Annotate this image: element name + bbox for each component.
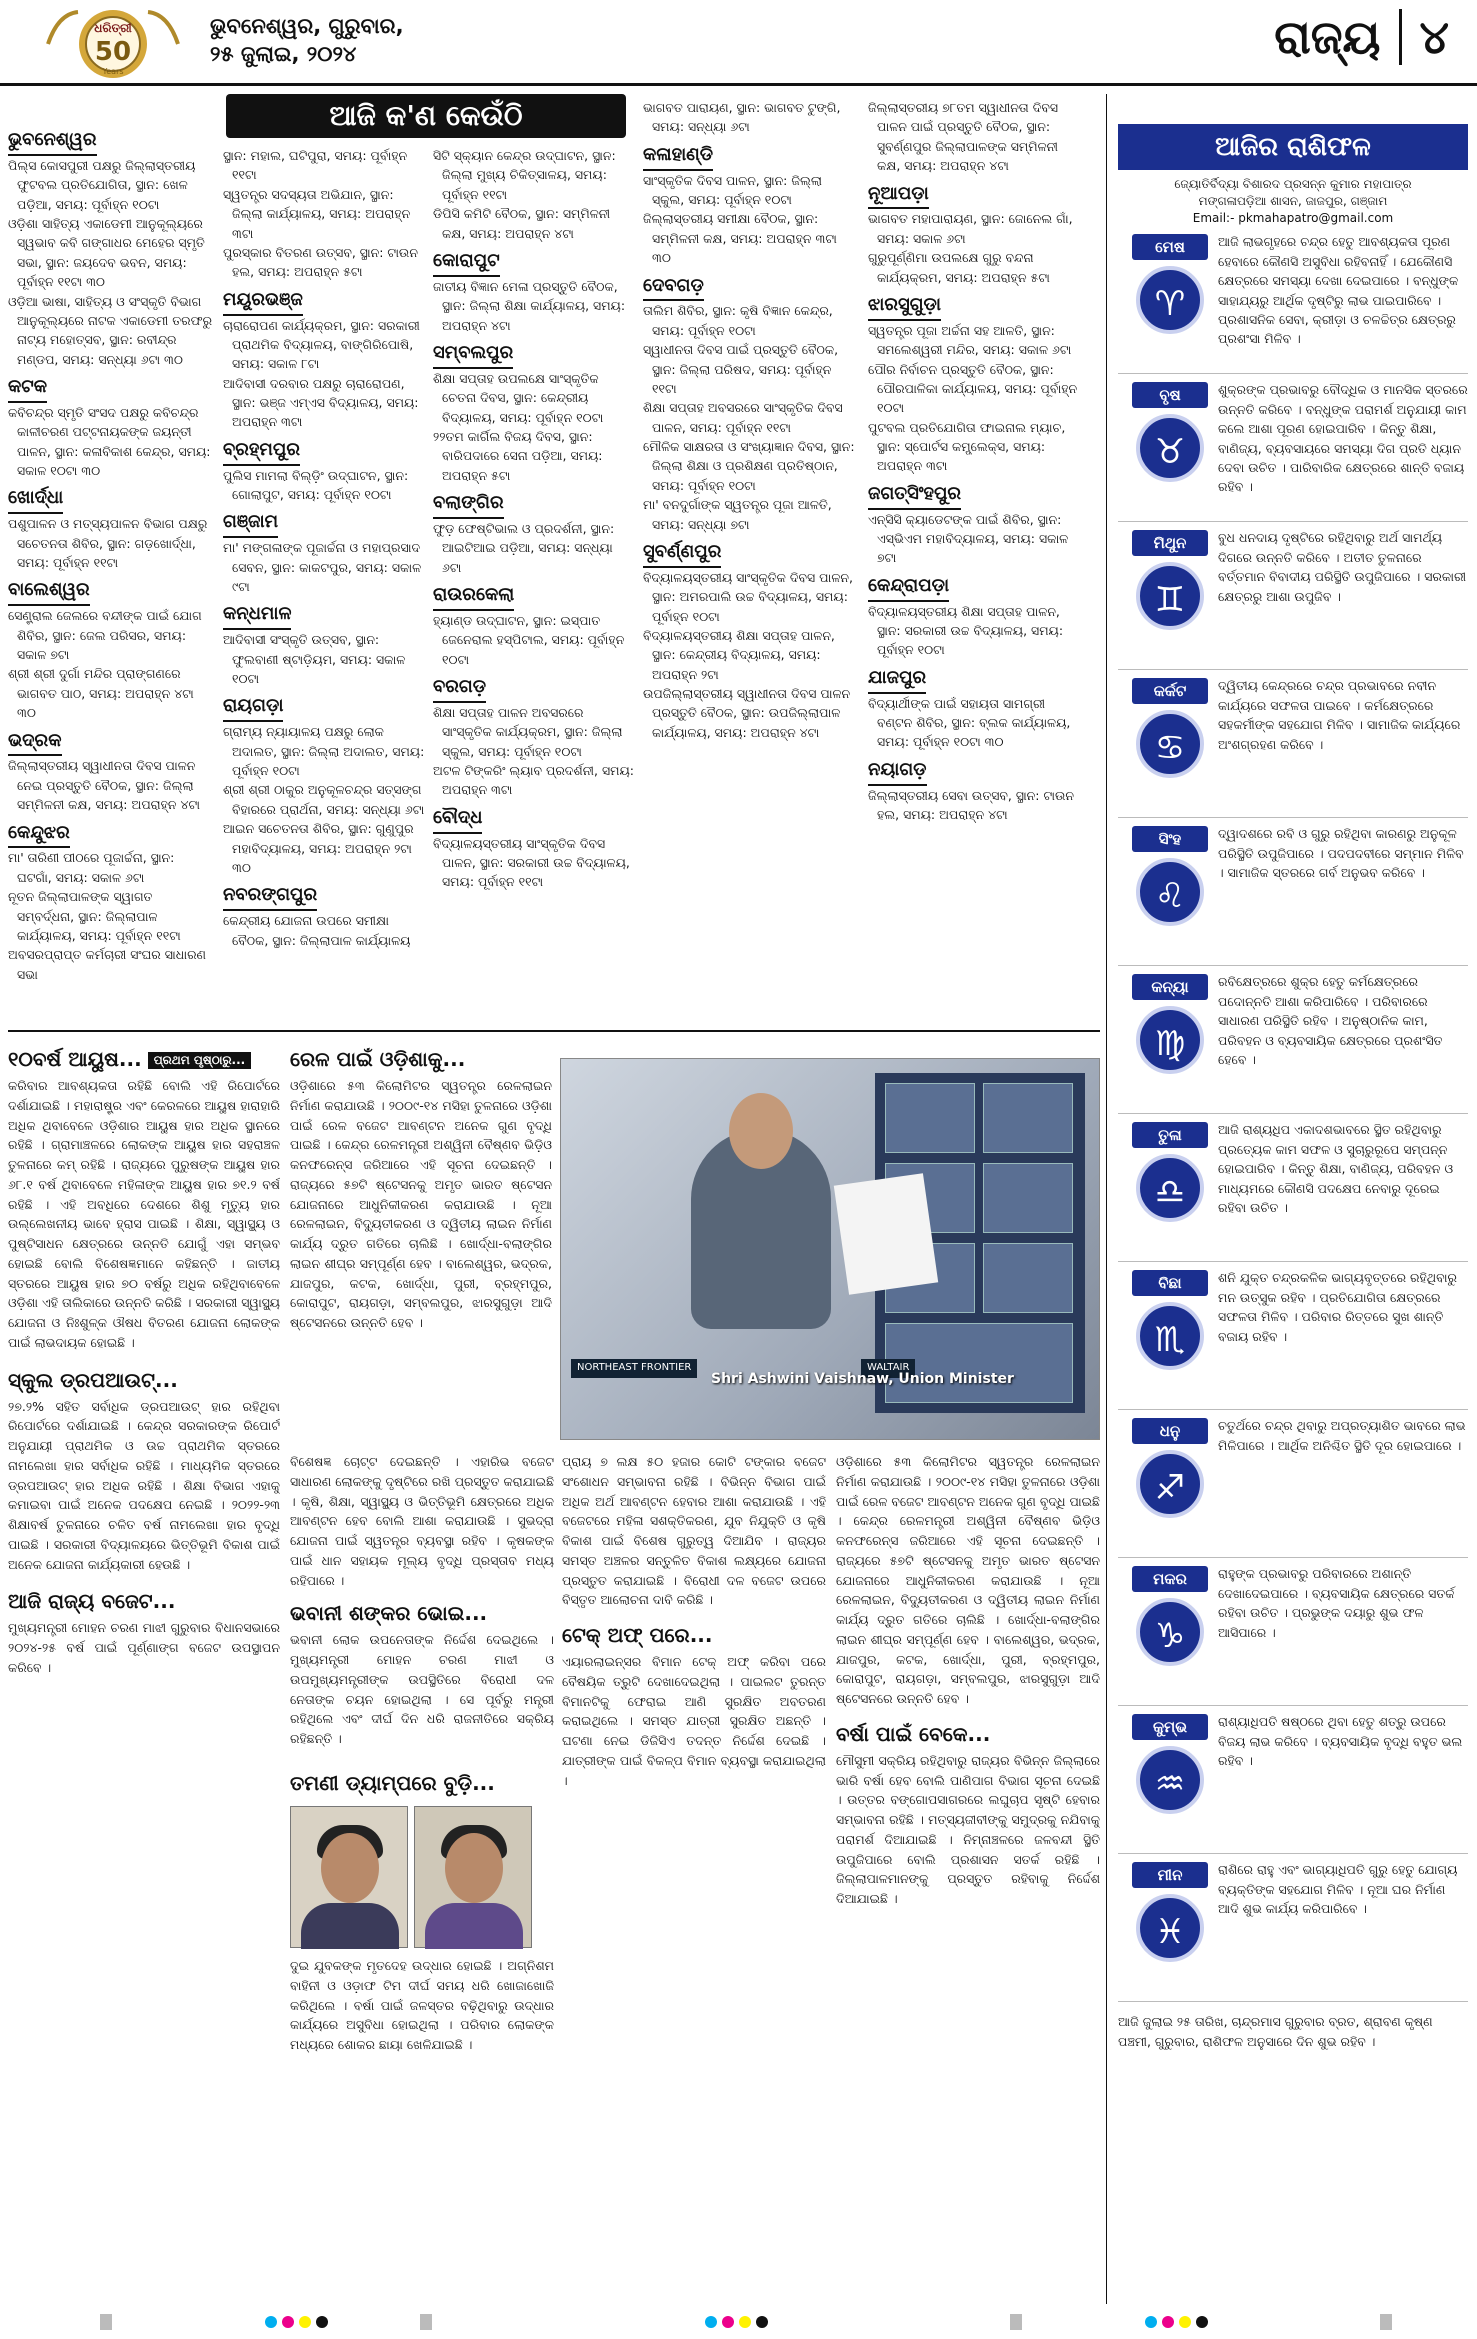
rashifal-section	[1118, 124, 1468, 2164]
dancers-headline: ତମଣୀ ଡ୍ୟାମ୍ପରେ ବୁଡ଼ି...	[290, 1771, 495, 1795]
section-header	[1274, 4, 1449, 71]
event-item: ସେଣ୍ଟ୍ରାଲ ଜେଲରେ ବନ୍ଦୀଙ୍କ ପାଇଁ ଯୋଗ ଶିବିର, ସ୍ଥାନ: ଜେଲ ପରିସର, ସମୟ: ସକାଳ ୭ଟା	[8, 608, 202, 663]
zodiac-prediction: ଦ୍ୱିତୀୟ କେନ୍ଦ୍ରରେ ଚନ୍ଦ୍ର ପ୍ରଭାବରେ ନବୀନ କାର୍ଯ୍ୟରେ ସଫଳତା ପାଇବେ । କର୍ମକ୍ଷେତ୍ରରେ ସହକର୍ମୀଙ୍କ ସହଯୋଗ ମିଳିବ । ସାମାଜିକ କାର୍ଯ୍ୟରେ ଅଂଶଗ୍ରହଣ କରିବେ ।	[1218, 678, 1461, 752]
zodiac-entry	[1118, 226, 1468, 374]
event-city-heading: ବରଗଡ଼	[433, 673, 486, 703]
event-city-heading: କନ୍ଧମାଳ	[223, 600, 291, 630]
takeoff-headline: ଟେକ୍ ଅଫ୍ ପରେ...	[562, 1623, 713, 1647]
event-city-heading: ମୟୂରଭଞ୍ଜ	[223, 286, 303, 316]
photo-caption: Shri Ashwini Vaishnaw, Union Minister	[711, 1370, 1014, 1387]
zodiac-name: ସିଂହ	[1132, 826, 1208, 852]
registration-bar	[1010, 2314, 1022, 2330]
zodiac-entry	[1118, 1410, 1468, 1558]
event-city-heading: ନବରଙ୍ଗପୁର	[223, 881, 317, 911]
zodiac-prediction: ଦ୍ୱାଦଶରେ ରବି ଓ ଗୁରୁ ରହିଥିବା କାରଣରୁ ଅନୁକୂଳ ପରିସ୍ଥିତି ଉପୁଜିପାରେ । ପଦପଦବୀରେ ସମ୍ମାନ ମିଳିବ । ସାମାଜିକ ସ୍ତରରେ ଗର୍ବ ଅନୁଭବ କରିବେ ।	[1218, 826, 1464, 881]
event-item: ବିଦ୍ୟାଳୟସ୍ତରୀୟ ସାଂସ୍କୃତିକ ଦିବସ ପାଳନ, ସ୍ଥାନ: ଅମରପାଲି ଉଚ୍ଚ ବିଦ୍ୟାଳୟ, ସମୟ: ପୂର୍ବାହ୍ନ ୧୦ଟା	[643, 569, 853, 624]
zodiac-name: କୁମ୍ଭ	[1132, 1714, 1208, 1740]
events-column	[433, 94, 635, 1024]
zodiac-prediction: ବୁଧ ଧନଦାୟ ଦୃଷ୍ଟିରେ ରହିଥିବାରୁ ଅର୍ଥ ସାମର୍ଥ୍ୟ ଦିଗରେ ଉନ୍ନତି କରିବେ । ଅତୀତ ତୁଳନାରେ ବର୍ତ୍ତମାନ ବିବାଦୀୟ ପରିସ୍ଥିତି ଉପୁଜିପାରେ । ସରକାରୀ କ୍ଷେତ୍ରରୁ ଆଶା ଉପୁଜିବ ।	[1218, 530, 1467, 604]
zodiac-entry	[1118, 818, 1468, 966]
event-item: ଗୁରୁପୂର୍ଣ୍ଣିମା ଉପଲକ୍ଷେ ଗୁରୁ ବନ୍ଦନା କାର୍ଯ୍ୟକ୍ରମ, ସମୟ: ଅପରାହ୍ନ ୫ଟା	[868, 250, 1050, 285]
minister-head	[729, 1093, 793, 1169]
zodiac-name: ବିଛା	[1132, 1270, 1208, 1296]
school-body: ୨୭.୨% ସହିତ ସର୍ବାଧିକ ଡ୍ରପଆଉଟ୍ ହାର ରହିଥିବା ରିପୋର୍ଟରେ ଦର୍ଶାଯାଇଛି । କେନ୍ଦ୍ର ସରକାରଙ୍କ ରିପୋର୍ଟ ଅନୁଯାୟୀ ପ୍ରାଥମିକ ଓ ଉଚ୍ଚ ପ୍ରାଥମିକ ସ୍ତରରେ ନାମଲେଖା ହାର ସର୍ବାଧିକ ରହିଛି । ମାଧ୍ୟମିକ ସ୍ତରରେ ଡ୍ରପଆଉଟ୍ ହାର ଅଧିକ ରହିଛି । ଶିକ୍ଷା ବିଭାଗ ଏହାକୁ କମାଇବା ପାଇଁ ଅନେକ ପଦକ୍ଷେପ ନେଇଛି । ୨୦୨୨-୨୩ ଶିକ୍ଷାବର୍ଷ ତୁଳନାରେ ଚଳିତ ବର୍ଷ ନାମଲେଖା ହାର ବୃଦ୍ଧି ପାଇଛି । ସରକାରୀ ବିଦ୍ୟାଳୟରେ ଭିତ୍ତିଭୂମି ବିକାଶ ପାଇଁ ଅନେକ ଯୋଜନା କାର୍ଯ୍ୟକାରୀ ହେଉଛି ।	[8, 1398, 280, 1572]
zodiac-name: ମେଷ	[1132, 234, 1208, 260]
zodiac-symbol-icon: ♍	[1136, 1006, 1204, 1074]
magenta-dot	[1162, 2316, 1174, 2328]
event-city-heading: କଳାହାଣ୍ଡି	[643, 141, 713, 171]
event-item: ଏନ୍‌ସିସି କ୍ୟାଡେଟଙ୍କ ପାଇଁ ଶିବିର, ସ୍ଥାନ: ଏସ୍‌ଭିଏମ ମହାବିଦ୍ୟାଳୟ, ସମୟ: ସକାଳ ୭ଟା	[868, 511, 1069, 566]
section-name: ରାଜ୍ୟ	[1274, 10, 1381, 64]
event-item: ମା' ବନଦୁର୍ଗାଙ୍କ ସ୍ୱତନ୍ତ୍ର ପୂଜା ଆଳତି, ସମୟ: ସନ୍ଧ୍ୟା ୭ଟା	[643, 497, 832, 532]
event-item: ମୌଳିକ ସାକ୍ଷରତା ଓ ସଂଖ୍ୟାଜ୍ଞାନ ଦିବସ, ସ୍ଥାନ: ଜିଲ୍ଲା ଶିକ୍ଷା ଓ ପ୍ରଶିକ୍ଷଣ ପ୍ରତିଷ୍ଠାନ, ସମୟ: ପୂର୍ବାହ୍ନ ୧୦ଟା	[643, 439, 855, 493]
event-item: ୨୨ତମ କାର୍ଗିଲ ବିଜୟ ଦିବସ, ସ୍ଥାନ: ବାରିପଦାରେ ସେନା ପଡ଼ିଆ, ସମୟ: ଅପରାହ୍ନ ୫ଟା	[433, 428, 603, 483]
astrologer-credit	[1118, 176, 1468, 226]
zodiac-symbol-icon: ♌	[1136, 858, 1204, 926]
event-item: ଅଟଳ ଟିଙ୍କରିଂ ଲ୍ୟାବ ପ୍ରଦର୍ଶନୀ, ସମୟ: ଅପରାହ୍ନ ୩ଟା	[433, 763, 635, 798]
story-rail	[290, 1046, 552, 1446]
cyan-dot	[1145, 2316, 1157, 2328]
event-item: ଭାଗବତ ପାରାୟଣ, ସ୍ଥାନ: ଭାଗବତ ଟୁଙ୍ଗି, ସମୟ: ସନ୍ଧ୍ୟା ୬ଟା	[643, 100, 841, 135]
zodiac-prediction: ଶନି ଯୁକ୍ତ ଚନ୍ଦ୍ରକଳିକ ଭାଗ୍ୟବୃତ୍ତରେ ରହିଥିବାରୁ ମନ ଉତ୍ସୁକ ରହିବ । ପ୍ରତିଯୋଗିତା କ୍ଷେତ୍ରରେ ସଫଳତା ମିଳିବ । ପରିବାର ରିତ୍ତରେ ସୁଖ ଶାନ୍ତି ବଜାୟ ରହିବ ।	[1218, 1270, 1457, 1344]
event-city-heading: ଗଞ୍ଜାମ	[223, 508, 278, 538]
rain-body: ମୌସୁମୀ ସକ୍ରିୟ ରହିଥିବାରୁ ରାଜ୍ୟର ବିଭିନ୍ନ ଜିଲ୍ଲାରେ ଭାରି ବର୍ଷା ହେବ ବୋଲି ପାଣିପାଗ ବିଭାଗ ସୂଚନା ଦେଇଛି । ଉତ୍ତର ବଙ୍ଗୋପସାଗରରେ ଲଘୁଚାପ ସୃଷ୍ଟି ହେବାର ସମ୍ଭାବନା ରହିଛି । ମତ୍ସ୍ୟଜୀବୀଙ୍କୁ ସମୁଦ୍ରକୁ ନଯିବାକୁ ପରାମର୍ଶ ଦିଆଯାଇଛି । ନିମ୍ନାଞ୍ଚଳରେ ଜଳବନ୍ଦୀ ସ୍ଥିତି ଉପୁଜିପାରେ ବୋଲି ପ୍ରଶାସନ ସତର୍କ ରହିଛି । ଜିଲ୍ଲାପାଳମାନଙ୍କୁ ପ୍ରସ୍ତୁତ ରହିବାକୁ ନିର୍ଦ୍ଦେଶ ଦିଆଯାଇଛି ।	[836, 1752, 1100, 1906]
story-rain	[836, 1452, 1100, 2302]
astrologer-address: ମଙ୍ଗଳାପଡ଼ିଆ ଶାସନ, ଜାଜପୁର, ଗଞ୍ଜାମ	[1198, 193, 1388, 208]
rashifal-banner: ଆଜିର ରାଶିଫଳ	[1118, 124, 1468, 170]
zodiac-prediction: ରବିକ୍ଷେତ୍ରରେ ଶୁକ୍ର ହେତୁ କର୍ମକ୍ଷେତ୍ରରେ ପଦୋନ୍ନତି ଆଶା କରିପାରିବେ । ପରିବାରରେ ସାଧାରଣ ପରିସ୍ଥିତି ରହିବ । ଅନୁଷ୍ଠାନିକ କାମ, ପରିବହନ ଓ ବ୍ୟବସାୟିକ କ୍ଷେତ୍ରରେ ପ୍ରଶଂସିତ ହେବେ ।	[1218, 974, 1443, 1067]
rain-intro: ଓଡ଼ିଶାରେ ୫୩ କିଲୋମିଟର ସ୍ୱତନ୍ତ୍ର ରେଳଲାଇନ ନିର୍ମାଣ କରାଯାଉଛି । ୨୦୦୯-୧୪ ମସିହା ତୁଳନାରେ ଓଡ଼ିଶା ପାଇଁ ରେଳ ବଜେଟ ଆବଣ୍ଟନ ଅନେକ ଗୁଣ ବୃଦ୍ଧି ପାଇଛି । କେନ୍ଦ୍ର ରେଳମନ୍ତ୍ରୀ ଅଶ୍ୱିନୀ ବୈଷ୍ଣବ ଭିଡ଼ିଓ କନଫରେନ୍ସ ଜରିଆରେ ଏହି ସୂଚନା ଦେଇଛନ୍ତି । ରାଜ୍ୟରେ ୫୭ଟି ଷ୍ଟେସନକୁ ଅମୃତ ଭାରତ ଷ୍ଟେସନ ଯୋଜନାରେ ଆଧୁନିକୀକରଣ କରାଯାଉଛି । ନୂଆ ରେଳଲାଇନ, ବିଦ୍ୟୁତୀକରଣ ଓ ଦ୍ୱିତୀୟ ଲାଇନ ନିର୍ମାଣ କାର୍ଯ୍ୟ ଦ୍ରୁତ ଗତିରେ ଚାଲିଛି । ଖୋର୍ଦ୍ଧା-ବଲାଙ୍ଗିର ଲାଇନ ଶୀଘ୍ର ସମ୍ପୂର୍ଣ୍ଣ ହେବ । ବାଲେଶ୍ୱର, ଭଦ୍ରକ, ଯାଜପୁର, କଟକ, ଖୋର୍ଦ୍ଧା, ପୁରୀ, ବ୍ରହ୍ମପୁର, କୋରାପୁଟ, ରାୟଗଡ଼ା, ସମ୍ବଲପୁର, ଝାରସୁଗୁଡ଼ା ଆଦି ଷ୍ଟେସନରେ ଉନ୍ନତି ହେବ ।	[836, 1454, 1100, 1706]
event-city-heading: ଝାରସୁଗୁଡ଼ା	[868, 291, 941, 321]
dancers-body: ଦୁଇ ଯୁବକଙ୍କ ମୃତଦେହ ଉଦ୍ଧାର ହୋଇଛି । ଅଗ୍ନିଶମ ବାହିନୀ ଓ ଓଡ଼ାଫ ଟିମ ଦୀର୍ଘ ସମୟ ଧରି ଖୋଜାଖୋଜି କରିଥିଲେ । ବର୍ଷା ପାଇଁ ଜଳସ୍ତର ବଢ଼ିଥିବାରୁ ଉଦ୍ଧାର କାର୍ଯ୍ୟରେ ଅସୁବିଧା ହୋଇଥିଲା । ପରିବାର ଲୋକଙ୍କ ମଧ୍ୟରେ ଶୋକର ଛାୟା ଖେଳିଯାଇଛି ।	[290, 1958, 554, 2052]
event-city-heading: ନୟାଗଡ଼	[868, 756, 927, 786]
event-item: ଆଇନ ସଚେତନତା ଶିବିର, ସ୍ଥାନ: ଗୁଣୁପୁର ମହାବିଦ୍ୟାଳୟ, ସମୟ: ଅପରାହ୍ନ ୨ଟା ୩୦	[223, 821, 414, 875]
zodiac-name: ମିଥୁନ	[1132, 530, 1208, 556]
zodiac-prediction: ଶୁକ୍ରଙ୍କ ପ୍ରଭାବରୁ ବୌଦ୍ଧିକ ଓ ମାନସିକ ସ୍ତରରେ ଉନ୍ନତି କରିବେ । ବନ୍ଧୁଙ୍କ ପରାମର୍ଶ ଅନୁଯାୟୀ କାମ କଲେ ଆଶା ପୂରଣ ହୋଇପାରିବ । କିନ୍ତୁ ଶିକ୍ଷା, ବାଣିଜ୍ୟ, ବ୍ୟବସାୟରେ ସମସ୍ୟା ଦିଗ ପ୍ରତି ଧ୍ୟାନ ଦେବା ଉଚିତ । ପାରିବାରିକ କ୍ଷେତ୍ରରେ ଶାନ୍ତି ବଜାୟ ରହିବ ।	[1218, 382, 1468, 495]
rain-headline: ବର୍ଷା ପାଇଁ ବେକେ...	[836, 1721, 991, 1746]
event-item: ଶିକ୍ଷା ସପ୍ତାହ ଅବସରରେ ସାଂସ୍କୃତିକ ଦିବସ ପାଳନ, ସମୟ: ପୂର୍ବାହ୍ନ ୧୧ଟା	[643, 400, 843, 435]
event-city-heading: କୋରାପୁଟ	[433, 247, 500, 277]
event-item: ବିଦ୍ୟାଳୟସ୍ତରୀୟ ସାଂସ୍କୃତିକ ଦିବସ ପାଳନ, ସ୍ଥାନ: ସରକାରୀ ଉଚ୍ଚ ବିଦ୍ୟାଳୟ, ସମୟ: ପୂର୍ବାହ୍ନ ୧୧ଟା	[433, 835, 630, 890]
story-body: କରିବାର ଆବଶ୍ୟକତା ରହିଛି ବୋଲି ଏହି ରିପୋର୍ଟରେ ଦର୍ଶାଯାଇଛି । ମହାରାଷ୍ଟ୍ର ଏବଂ କେରଳରେ ଆୟୁଷ ହାରାହାରି ଅଧିକ ଥିବାବେଳେ ଓଡ଼ିଶାର ଆୟୁଷ ହାର ଅଧିକ ସ୍ଥାନରେ ରହିଛି । ଗ୍ରାମାଞ୍ଚଳରେ ଲୋକଙ୍କ ଆୟୁଷ ହାର ସହରାଞ୍ଚଳ ତୁଳନାରେ କମ୍ ରହିଛି । ରାଜ୍ୟରେ ପୁରୁଷଙ୍କ ଆୟୁଷ ହାର ୬୮.୧ ବର୍ଷ ଥିବାବେଳେ ମହିଳାଙ୍କ ଆୟୁଷ ହାର ୭୧.୨ ବର୍ଷ ରହିଛି । ଏହି ଅବଧିରେ ଦେଶରେ ଶିଶୁ ମୃତ୍ୟୁ ହାର ଉଲ୍ଲେଖନୀୟ ଭାବେ ହ୍ରାସ ପାଇଛି । ଶିକ୍ଷା, ସ୍ୱାସ୍ଥ୍ୟ ଓ ପୁଷ୍ଟିସାଧନ କ୍ଷେତ୍ରରେ ଉନ୍ନତି ଯୋଗୁଁ ଏହା ସମ୍ଭବ ହୋଇଛି ବୋଲି ବିଶେଷଜ୍ଞମାନେ କହିଛନ୍ତି । ଜାତୀୟ ସ୍ତରରେ ଆୟୁଷ ହାର ୭୦ ବର୍ଷରୁ ଅଧିକ ରହିଥିବାବେଳେ ଓଡ଼ିଶା ଏହି ତାଲିକାରେ ଉନ୍ନତି କରିଛି । ସରକାରୀ ସ୍ୱାସ୍ଥ୍ୟ ଯୋଜନା ଓ ନିଃଶୁଳ୍କ ଔଷଧ ବିତରଣ ଯୋଜନା ଲୋକଙ୍କ ପାଇଁ ଲାଭଦାୟକ ହୋଇଛି ।	[8, 1078, 280, 1350]
zodiac-name: ଧନୁ	[1132, 1418, 1208, 1444]
zodiac-name: କନ୍ୟା	[1132, 974, 1208, 1000]
event-item: ଶିକ୍ଷା ସପ୍ତାହ ପାଳନ ଅବସରରେ ସାଂସ୍କୃତିକ କାର୍ଯ୍ୟକ୍ରମ, ସ୍ଥାନ: ଜିଲ୍ଲା ସ୍କୁଲ, ସମୟ: ପୂର୍ବାହ୍ନ ୧୦ଟା	[433, 704, 623, 759]
continued-tag: ପ୍ରଥମ ପୃଷ୍ଠାରୁ...	[148, 1052, 252, 1070]
event-item: ଜିଲ୍ଲାସ୍ତରୀୟ ସମୀକ୍ଷା ବୈଠକ, ସ୍ଥାନ: ସମ୍ମିଳନୀ କକ୍ଷ, ସମୟ: ଅପରାହ୍ନ ୩ଟା ୩୦	[643, 211, 837, 266]
zodiac-entry	[1118, 670, 1468, 818]
event-item: ଡିପିସି କମିଟି ବୈଠକ, ସ୍ଥାନ: ସମ୍ମିଳନୀ କକ୍ଷ, ସମୟ: ଅପରାହ୍ନ ୪ଟା	[433, 206, 611, 241]
logo-years: Years	[102, 67, 124, 76]
story-life-expectancy	[8, 1046, 280, 2306]
event-city-heading: ଭଦ୍ରକ	[8, 727, 62, 757]
budget-headline: ଆଜି ରାଜ୍ୟ ବଜେଟ...	[8, 1589, 176, 1614]
event-item: କବିଚନ୍ଦ୍ର ସ୍ମୃତି ସଂସଦ ପକ୍ଷରୁ କବିଚନ୍ଦ୍ର କାଳୀଚରଣ ପଟ୍ଟନାୟକଙ୍କ ଜୟନ୍ତୀ ପାଳନ, ସ୍ଥାନ: କଳାବିକାଶ କେନ୍ଦ୍ର, ସମୟ: ସକାଳ ୧୦ଟା ୩୦	[8, 404, 211, 479]
zodiac-prediction: ରାଶିରେ ରାହୁ ଏବଂ ଭାଗ୍ୟାଧିପତି ଗୁରୁ ହେତୁ ଯୋଗ୍ୟ ବ୍ୟକ୍ତିଙ୍କ ସହଯୋଗ ମିଳିବ । ନୂଆ ଘର ନିର୍ମାଣ ଆଦି ଶୁଭ କାର୍ଯ୍ୟ କରିପାରିବେ ।	[1218, 1862, 1458, 1917]
event-item: ମା' ତାରିଣୀ ପୀଠରେ ପୂଜାର୍ଚ୍ଚନା, ସ୍ଥାନ: ଘଟଗାଁ, ସମୟ: ସକାଳ ୬ଟା	[8, 850, 175, 885]
zodiac-symbol-icon: ♑	[1136, 1598, 1204, 1666]
events-column	[223, 94, 425, 1024]
event-item: ତାଲିମ ଶିବିର, ସ୍ଥାନ: କୃଷି ବିଜ୍ଞାନ କେନ୍ଦ୍ର, ସମୟ: ପୂର୍ବାହ୍ନ ୧୦ଟା	[643, 303, 833, 338]
zodiac-prediction: ଆଜି ରାଶ୍ୟଧିପ ଏକାଦଶଭାବରେ ସ୍ଥିତ ରହିଥିବାରୁ ପ୍ରତ୍ୟେକ କାମ ସଫଳ ଓ ସୁଚାରୁରୂପେ ସମ୍ପନ୍ନ ହୋଇପାରିବ । କିନ୍ତୁ ଶିକ୍ଷା, ବାଣିଜ୍ୟ, ପରିବହନ ଓ ମାଧ୍ୟମରେ କୌଣସି ପଦକ୍ଷେପ ନେବାରୁ ଦୂରେଇ ରହିବା ଉଚିତ ।	[1218, 1122, 1454, 1215]
event-city-heading: ବୌଦ୍ଧ	[433, 804, 482, 834]
zodiac-entry	[1118, 966, 1468, 1114]
right-body: ପ୍ରାୟ ୭ ଲକ୍ଷ ୫୦ ହଜାର କୋଟି ଟଙ୍କାର ବଜେଟ ସଂଶୋଧନ ସମ୍ଭାବନା ରହିଛି । ବିଭିନ୍ନ ବିଭାଗ ପାଇଁ ଅଧିକ ଅର୍ଥ ଆବଣ୍ଟନ ହେବାର ଆଶା କରାଯାଉଛି । ଏହି ବଜେଟରେ ମହିଳା ସଶକ୍ତିକରଣ, ଯୁବ ନିଯୁକ୍ତି ଓ କୃଷି ବିକାଶ ପାଇଁ ବିଶେଷ ଗୁରୁତ୍ୱ ଦିଆଯିବ । ରାଜ୍ୟର ସମସ୍ତ ଅଞ୍ଚଳର ସନ୍ତୁଳିତ ବିକାଶ ଲକ୍ଷ୍ୟରେ ଯୋଜନା ପ୍ରସ୍ତୁତ କରାଯାଇଛି । ବିରୋଧୀ ଦଳ ବଜେଟ ଉପରେ ବିସ୍ତୃତ ଆଲୋଚନା ଦାବି କରିଛି ।	[562, 1454, 826, 1608]
event-city-heading: ରାୟଗଡ଼ା	[223, 692, 283, 722]
event-item: ଗ୍ରାମ୍ୟ ନ୍ୟାୟାଳୟ ପକ୍ଷରୁ ଲୋକ ଅଦାଲତ, ସ୍ଥାନ: ଜିଲ୍ଲା ଅଦାଲତ, ସମୟ: ପୂର୍ବାହ୍ନ ୧୦ଟା	[223, 724, 425, 779]
event-item: ସ୍ୱତନ୍ତ୍ର ସଦସ୍ୟତା ଅଭିଯାନ, ସ୍ଥାନ: ଜିଲ୍ଲା କାର୍ଯ୍ୟାଳୟ, ସମୟ: ଅପରାହ୍ନ ୩ଟା	[223, 186, 411, 241]
zodiac-prediction: ଚତୁର୍ଥରେ ଚନ୍ଦ୍ର ଥିବାରୁ ଅପ୍ରତ୍ୟାଶିତ ଭାବରେ ଲାଭ ମିଳିପାରେ । ଆର୍ଥିକ ଅନିଶ୍ଚିତ ସ୍ଥିତି ଦୂର ହୋଇପାରେ ।	[1218, 1418, 1466, 1453]
event-item: ଜିଲ୍ଲାସ୍ତରୀୟ ସେବା ଉତ୍ସବ, ସ୍ଥାନ: ଟାଉନ ହଲ, ସମୟ: ଅପରାହ୍ନ ୪ଟା	[868, 787, 1075, 823]
event-item: ଅବସରପ୍ରାପ୍ତ କର୍ମଚାରୀ ସଂଘର ସାଧାରଣ ସଭା	[8, 947, 206, 982]
takeoff-body: ଏୟାରଲାଇନ୍ସର ବିମାନ ଟେକ୍ ଅଫ୍ କରିବା ପରେ ବୈଷୟିକ ତ୍ରୁଟି ଦେଖାଦେଇଥିଲା । ପାଇଲଟ ତୁରନ୍ତ ବିମାନଟିକୁ ଫେରାଇ ଆଣି ସୁରକ୍ଷିତ ଅବତରଣ କରାଇଥିଲେ । ସମସ୍ତ ଯାତ୍ରୀ ସୁରକ୍ଷିତ ଅଛନ୍ତି । ଘଟଣା ନେଇ ଡିଜିସିଏ ତଦନ୍ତ ନିର୍ଦ୍ଦେଶ ଦେଇଛି । ଯାତ୍ରୀଙ୍କ ପାଇଁ ବିକଳ୍ପ ବିମାନ ବ୍ୟବସ୍ଥା କରାଯାଇଥିଲା ।	[562, 1654, 826, 1788]
magenta-dot	[722, 2316, 734, 2328]
zodiac-symbol-icon: ♊	[1136, 562, 1204, 630]
registration-bar	[420, 2314, 432, 2330]
zodiac-entry	[1118, 522, 1468, 670]
event-item: ଓଡ଼ିଆ ଭାଷା, ସାହିତ୍ୟ ଓ ସଂସ୍କୃତି ବିଭାଗ ଆନୁକୂଲ୍ୟରେ ନାଟକ ଏକାଡେମୀ ତରଫରୁ ନାଟ୍ୟ ମହୋତ୍ସବ, ସ୍ଥାନ: ରବୀନ୍ଦ୍ର ମଣ୍ଡପ, ସମୟ: ସନ୍ଧ୍ୟା ୬ଟା ୩୦	[8, 293, 213, 367]
page-number: ୪	[1419, 10, 1449, 64]
column-rule-right	[1106, 94, 1107, 2304]
zodiac-list	[1118, 226, 1468, 2002]
registration-bar	[1380, 2314, 1392, 2330]
black-dot	[316, 2316, 328, 2328]
cyan-dot	[265, 2316, 277, 2328]
zodiac-entry	[1118, 1262, 1468, 1410]
school-headline: ସ୍କୁଲ ଡ୍ରପଆଉଟ୍...	[8, 1367, 178, 1392]
event-city-heading: କେନ୍ଦ୍ରାପଡ଼ା	[868, 572, 949, 602]
event-city-heading: ବାଲେଶ୍ୱର	[8, 576, 90, 606]
screen-label-waltair: WALTAIR	[861, 1359, 915, 1378]
astrologer-email: Email:- pkmahapatro@gmail.com	[1192, 210, 1394, 225]
cabinet-body: ବିଶେଷଜ୍ଞ ଚୋଟ୍ଟ ଦେଇଛନ୍ତି । ଏହାରିଭ ବଜେଟ ସାଧାରଣ ଲୋକଙ୍କୁ ଦୃଷ୍ଟିରେ ରଖି ପ୍ରସ୍ତୁତ କରାଯାଇଛି । କୃଷି, ଶିକ୍ଷା, ସ୍ୱାସ୍ଥ୍ୟ ଓ ଭିତ୍ତିଭୂମି କ୍ଷେତ୍ରରେ ଅଧିକ ଆବଣ୍ଟନ ହେବ ବୋଲି ଆଶା କରାଯାଉଛି । ସୁଭଦ୍ରା ଯୋଜନା ପାଇଁ ସ୍ୱତନ୍ତ୍ର ବ୍ୟବସ୍ଥା ରହିବ । କୃଷକଙ୍କ ପାଇଁ ଧାନ ସହାୟକ ମୂଲ୍ୟ ବୃଦ୍ଧି ପ୍ରସ୍ତାବ ମଧ୍ୟ ରହିପାରେ ।	[290, 1454, 554, 1588]
event-item: ପୁଟବଲ ପ୍ରତିଯୋଗିତା ଫାଇନାଲ ମ୍ୟାଚ, ସ୍ଥାନ: ସ୍ପୋର୍ଟସ କମ୍ପ୍ଲେକ୍ସ, ସମୟ: ଅପରାହ୍ନ ୩ଟା	[868, 419, 1066, 474]
event-item: ପୁରସ୍କାର ବିତରଣ ଉତ୍ସବ, ସ୍ଥାନ: ଟାଉନ ହଲ, ସମୟ: ଅପରାହ୍ନ ୫ଟା	[223, 244, 418, 280]
story-drowning-body	[290, 1956, 554, 2306]
black-dot	[1196, 2316, 1208, 2328]
zodiac-name: ତୁଳା	[1132, 1122, 1208, 1148]
dateline	[210, 12, 404, 69]
yellow-dot	[739, 2316, 751, 2328]
event-city-heading: ସୁବର୍ଣ୍ଣପୁର	[643, 538, 721, 568]
event-city-heading: ଖୋର୍ଦ୍ଧା	[8, 484, 63, 514]
event-item: ବିଦ୍ୟାଳୟସ୍ତରୀୟ ଶିକ୍ଷା ସପ୍ତାହ ପାଳନ, ସ୍ଥାନ: କେନ୍ଦ୍ରୀୟ ବିଦ୍ୟାଳୟ, ସମୟ: ଅପରାହ୍ନ ୨ଟା	[643, 627, 835, 682]
zodiac-name: ବୃଷ	[1132, 382, 1208, 408]
events-column	[868, 94, 1083, 1024]
event-city-heading: ଯାଜପୁର	[868, 664, 926, 694]
event-city-heading: କଟକ	[8, 373, 47, 403]
events-banner: ଆଜି କ'ଣ କେଉଁଠି	[226, 94, 626, 138]
event-item: ପିଲ୍ସ କୋସପୁରୀ ପକ୍ଷରୁ ଜିଲ୍ଲାସ୍ତରୀୟ ଫୁଟବଲ ପ୍ରତିଯୋଗିତା, ସ୍ଥାନ: ଖେଳ ପଡ଼ିଆ, ସମୟ: ପୂର୍ବାହ୍ନ ୧୦ଟା	[8, 157, 196, 212]
event-city-heading: ଭୁବନେଶ୍ୱର	[8, 126, 97, 156]
section-divider	[1399, 9, 1402, 65]
event-item: ନୂତନ ଜିଲ୍ଲାପାଳଙ୍କ ସ୍ୱାଗତ ସମ୍ବର୍ଦ୍ଧନା, ସ୍ଥାନ: ଜିଲ୍ଲାପାଳ କାର୍ଯ୍ୟାଳୟ, ସମୟ: ପୂର୍ବାହ୍ନ ୧୧ଟା	[8, 889, 181, 943]
logo-fifty: 50	[94, 37, 132, 67]
event-city-heading: ରାଉରକେଲା	[433, 581, 514, 611]
bhoi-headline: ଭବାନୀ ଶଙ୍କର ଭୋଇ...	[290, 1601, 488, 1626]
zodiac-symbol-icon: ♋	[1136, 710, 1204, 778]
event-item: ଓଡ଼ିଶା ସାହିତ୍ୟ ଏକାଡେମୀ ଆନୁକୂଲ୍ୟରେ ସ୍ୱଭାବ କବି ଗଙ୍ଗାଧର ମେହେର ସ୍ମୃତି ସଭା, ସ୍ଥାନ: ଜୟଦେବ ଭବନ, ସମୟ: ପୂର୍ବାହ୍ନ ୧୧ଟା ୩୦	[8, 216, 205, 290]
story-takeoff	[562, 1452, 826, 2302]
zodiac-entry	[1118, 1706, 1468, 1854]
cyan-dot	[705, 2316, 717, 2328]
rail-body: ଓଡ଼ିଶାରେ ୫୩ କିଲୋମିଟର ସ୍ୱତନ୍ତ୍ର ରେଳଲାଇନ ନିର୍ମାଣ କରାଯାଉଛି । ୨୦୦୯-୧୪ ମସିହା ତୁଳନାରେ ଓଡ଼ିଶା ପାଇଁ ରେଳ ବଜେଟ ଆବଣ୍ଟନ ଅନେକ ଗୁଣ ବୃଦ୍ଧି ପାଇଛି । କେନ୍ଦ୍ର ରେଳମନ୍ତ୍ରୀ ଅଶ୍ୱିନୀ ବୈଷ୍ଣବ ଭିଡ଼ିଓ କନଫରେନ୍ସ ଜରିଆରେ ଏହି ସୂଚନା ଦେଇଛନ୍ତି । ରାଜ୍ୟରେ ୫୭ଟି ଷ୍ଟେସନକୁ ଅମୃତ ଭାରତ ଷ୍ଟେସନ ଯୋଜନାରେ ଆଧୁନିକୀକରଣ କରାଯାଉଛି । ନୂଆ ରେଳଲାଇନ, ବିଦ୍ୟୁତୀକରଣ ଓ ଦ୍ୱିତୀୟ ଲାଇନ ନିର୍ମାଣ କାର୍ଯ୍ୟ ଦ୍ରୁତ ଗତିରେ ଚାଲିଛି । ଖୋର୍ଦ୍ଧା-ବଲାଙ୍ଗିର ଲାଇନ ଶୀଘ୍ର ସମ୍ପୂର୍ଣ୍ଣ ହେବ । ବାଲେଶ୍ୱର, ଭଦ୍ରକ, ଯାଜପୁର, କଟକ, ଖୋର୍ଦ୍ଧା, ପୁରୀ, ବ୍ରହ୍ମପୁର, କୋରାପୁଟ, ରାୟଗଡ଼ା, ସମ୍ବଲପୁର, ଝାରସୁଗୁଡ଼ା ଆଦି ଷ୍ଟେସନରେ ଉନ୍ନତି ହେବ ।	[290, 1078, 552, 1330]
astrologer-name: ଜ୍ୟୋତିର୍ବିଦ୍ୟା ବିଶାରଦ ପ୍ରସନ୍ନ କୁମାର ମହାପାତ୍ର	[1174, 177, 1412, 191]
zodiac-symbol-icon: ♐	[1136, 1450, 1204, 1518]
event-item: ସ୍ଥାନ: ମହାଲ, ଘଟିପୁରା, ସମୟ: ପୂର୍ବାହ୍ନ ୧୧ଟା	[223, 148, 408, 183]
rail-headline: ରେଳ ପାଇଁ ଓଡ଼ିଶାକୁ...	[290, 1047, 466, 1071]
event-item: ଶିକ୍ଷା ସପ୍ତାହ ଉପଲକ୍ଷେ ସାଂସ୍କୃତିକ ଚେତନା ଦିବସ, ସ୍ଥାନ: କେନ୍ଦ୍ରୀୟ ବିଦ୍ୟାଳୟ, ସମୟ: ପୂର୍ବାହ୍ନ ୧୦ଟା	[433, 370, 604, 425]
events-column	[643, 94, 858, 1024]
zodiac-prediction: ରାହୁଙ୍କ ପ୍ରଭାବରୁ ପରିବାରରେ ଅଶାନ୍ତି ଦେଖାଦେଇପାରେ । ବ୍ୟବସାୟିକ କ୍ଷେତ୍ରରେ ସତର୍କ ରହିବା ଉଚିତ । ପ୍ରଭୁଙ୍କ ଦୟାରୁ ଶୁଭ ଫଳ ଆସିପାରେ ।	[1218, 1566, 1455, 1640]
magenta-dot	[282, 2316, 294, 2328]
event-city-heading: ନୂଆପଡ଼ା	[868, 180, 929, 210]
event-item: ସ୍ୱାଧୀନତା ଦିବସ ପାଇଁ ପ୍ରସ୍ତୁତି ବୈଠକ, ସ୍ଥାନ: ଜିଲ୍ଲା ପରିଷଦ, ସମୟ: ପୂର୍ବାହ୍ନ ୧୧ଟା	[643, 342, 839, 396]
zodiac-symbol-icon: ♒	[1136, 1746, 1204, 1814]
rashifal-footer: ଆଜି ଜୁଲାଇ ୨୫ ତାରିଖ, ଚାନ୍ଦ୍ରମାସ ଗୁରୁବାର ବ୍ରତ, ଶ୍ରାବଣ କୃଷ୍ଣ ପଞ୍ଚମୀ, ଗୁରୁବାର, ରାଶିଫଳ ଅନୁସାରେ ଦିନ ଶୁଭ ରହିବ ।	[1118, 2014, 1433, 2049]
yellow-dot	[1179, 2316, 1191, 2328]
zodiac-prediction: ରାଶ୍ୟାଧିପତି ଷଷ୍ଠରେ ଥିବା ହେତୁ ଶତ୍ରୁ ଉପରେ ବିଜୟ ଲାଭ କରିବେ । ବ୍ୟବସାୟିକ ବୃଦ୍ଧି ବହୁତ ଭଲ ରହିବ ।	[1218, 1714, 1463, 1769]
event-city-heading: ବଲାଙ୍ଗିର	[433, 489, 504, 519]
event-item: ମା' ମଙ୍ଗଳାଙ୍କ ପୂଜାର୍ଚ୍ଚନା ଓ ମହାପ୍ରସାଦ ସେବନ, ସ୍ଥାନ: କାକଟପୁର, ସମୟ: ସକାଳ ୯ଟା	[223, 540, 422, 595]
zodiac-entry	[1118, 1558, 1468, 1706]
print-registration-strip	[0, 2312, 1477, 2332]
zodiac-entry	[1118, 1114, 1468, 1262]
events-column	[8, 94, 213, 1024]
zodiac-symbol-icon: ♈	[1136, 266, 1204, 334]
event-city-heading: ଜଗତ୍‌ସିଂହପୁର	[868, 480, 961, 510]
zodiac-symbol-icon: ♎	[1136, 1154, 1204, 1222]
place-day: ଭୁବନେଶ୍ୱର, ଗୁରୁବାର,	[210, 14, 404, 38]
event-item: ଫୁଡ଼ ଫେଷ୍ଟିଭାଲ ଓ ପ୍ରଦର୍ଶନୀ, ସ୍ଥାନ: ଆଇଟିଆଇ ପଡ଼ିଆ, ସମୟ: ସନ୍ଧ୍ୟା ୬ଟା	[433, 520, 615, 575]
screen-label-northeast: NORTHEAST FRONTIER	[571, 1359, 697, 1378]
event-item: ବିଦ୍ୟାଳୟସ୍ତରୀୟ ଶିକ୍ଷା ସପ୍ତାହ ପାଳନ, ସ୍ଥାନ: ସରକାରୀ ଉଚ୍ଚ ବିଦ୍ୟାଳୟ, ସମୟ: ପୂର୍ବାହ୍ନ ୧୦ଟା	[868, 603, 1064, 658]
headline-text: ୧୦ବର୍ଷ ଆୟୁଷ...	[8, 1047, 142, 1071]
zodiac-symbol-icon: ♏	[1136, 1302, 1204, 1370]
story-headline	[8, 1046, 280, 1072]
event-item: ଜିଲ୍ଲାସ୍ତରୀୟ ୭୮ତମ ସ୍ୱାଧୀନତା ଦିବସ ପାଳନ ପାଇଁ ପ୍ରସ୍ତୁତି ବୈଠକ, ସ୍ଥାନ: ସୁବର୍ଣ୍ଣପୁର ଜିଲ୍ଲାପାଳଙ୍କ ସମ୍ମିଳନୀ କକ୍ଷ, ସମୟ: ଅପରାହ୍ନ ୪ଟା	[868, 100, 1058, 174]
event-item: ସିଟି ସ୍କ୍ୟାନ କେନ୍ଦ୍ର ଉଦ୍‌ଘାଟନ, ସ୍ଥାନ: ଜିଲ୍ଲା ମୁଖ୍ୟ ଚିକିତ୍ସାଳୟ, ସମୟ: ପୂର୍ବାହ୍ନ ୧୧ଟା	[433, 148, 616, 202]
zodiac-name: ମକର	[1132, 1566, 1208, 1592]
event-item: ଉପଜିଲ୍ଲାସ୍ତରୀୟ ସ୍ୱାଧୀନତା ଦିବସ ପାଳନ ପ୍ରସ୍ତୁତି ବୈଠକ, ସ୍ଥାନ: ଉପଜିଲ୍ଲାପାଳ କାର୍ଯ୍ୟାଳୟ, ସମୟ: ଅପରାହ୍ନ ୪ଟା	[643, 686, 851, 740]
event-item: କେନ୍ଦ୍ରୀୟ ଯୋଜନା ଉପରେ ସମୀକ୍ଷା ବୈଠକ, ସ୍ଥାନ: ଜିଲ୍ଲାପାଳ କାର୍ଯ୍ୟାଳୟ	[223, 913, 411, 948]
zodiac-symbol-icon: ♓	[1136, 1894, 1204, 1962]
event-item: ପୁଲିସ ମାମଲା ବିଲ୍ଡ଼ିଂ ଉଦ୍‌ଘାଟନ, ସ୍ଥାନ: ଗୋଲାପୁଟ, ସମୟ: ପୂର୍ବାହ୍ନ ୧୦ଟା	[223, 467, 409, 503]
dharitri-50-years-logo	[38, 4, 188, 80]
masthead	[0, 0, 1477, 86]
victim-photo-2	[414, 1806, 532, 1948]
zodiac-name: ମୀନ	[1132, 1862, 1208, 1888]
event-item: ସାଂସ୍କୃତିକ ଦିବସ ପାଳନ, ସ୍ଥାନ: ଜିଲ୍ଲା ସ୍କୁଲ, ସମୟ: ପୂର୍ବାହ୍ନ ୧୦ଟା	[643, 172, 822, 208]
events-section	[8, 94, 1093, 1026]
zodiac-symbol-icon: ♉	[1136, 414, 1204, 482]
event-item: ବିଦ୍ୟାର୍ଥୀଙ୍କ ପାଇଁ ସହାୟତା ସାମଗ୍ରୀ ବଣ୍ଟନ ଶିବିର, ସ୍ଥାନ: ବ୍ଲକ କାର୍ଯ୍ୟାଳୟ, ସମୟ: ପୂର୍ବାହ୍ନ ୧୦ଟା ୩୦	[868, 695, 1071, 750]
victim-photo-1	[290, 1806, 408, 1948]
event-city-heading: ଦେବଗଡ଼	[643, 272, 704, 302]
event-city-heading: ବ୍ରହ୍ମପୁର	[223, 436, 300, 466]
black-dot	[756, 2316, 768, 2328]
event-item: ଜାତୀୟ ବିଜ୍ଞାନ ମେଳା ପ୍ରସ୍ତୁତି ବୈଠକ, ସ୍ଥାନ: ଜିଲ୍ଲା ଶିକ୍ଷା କାର୍ଯ୍ୟାଳୟ, ସମୟ: ଅପରାହ୍ନ ୪ଟା	[433, 278, 626, 333]
event-city-heading: ସମ୍ବଲପୁର	[433, 339, 513, 369]
event-item: ସ୍ୱତନ୍ତ୍ର ପୂଜା ଅର୍ଚ୍ଚନା ସହ ଆଳତି, ସ୍ଥାନ: ସମଲେଶ୍ୱରୀ ମନ୍ଦିର, ସମୟ: ସକାଳ ୬ଟା	[868, 322, 1072, 358]
rail-minister-photo	[560, 1058, 1100, 1440]
event-item: ପଶୁପାଳନ ଓ ମତ୍ସ୍ୟପାଳନ ବିଭାଗ ପକ୍ଷରୁ ସଚେତନତା ଶିବିର, ସ୍ଥାନ: ଗଡ଼ଖୋର୍ଦ୍ଧା, ସମୟ: ପୂର୍ବାହ୍ନ ୧୧ଟା	[8, 516, 208, 571]
event-item: ପୌର ନିର୍ବାଚନ ପ୍ରସ୍ତୁତି ବୈଠକ, ସ୍ଥାନ: ପୌରପାଳିକା କାର୍ଯ୍ୟାଳୟ, ସମୟ: ପୂର୍ବାହ୍ନ ୧୦ଟା	[868, 361, 1078, 416]
logo-name: ଧରିତ୍ରୀ	[94, 21, 132, 35]
event-item: ଆଦିବାସୀ ଦରବାର ପକ୍ଷରୁ ଚାରାରୋପଣ, ସ୍ଥାନ: ଭଞ୍ଜ ଏମ୍‌ଏସ ବିଦ୍ୟାଳୟ, ସମୟ: ଅପରାହ୍ନ ୩ଟା	[223, 375, 419, 430]
bhoi-body: ଭବାନୀ ଲୋକ ଉପନେତାଙ୍କ ନିର୍ଦ୍ଦେଶ ଦେଇଥିଲେ । ମୁଖ୍ୟମନ୍ତ୍ରୀ ମୋହନ ଚରଣ ମାଝୀ ଓ ଉପମୁଖ୍ୟମନ୍ତ୍ରୀଙ୍କ ଉପସ୍ଥିତିରେ ବିରୋଧୀ ଦଳ ନେତାଙ୍କ ଚୟନ ହୋଇଥିଲା । ସେ ପୂର୍ବରୁ ମନ୍ତ୍ରୀ ରହିଥିଲେ ଏବଂ ଦୀର୍ଘ ଦିନ ଧରି ରାଜନୀତିରେ ସକ୍ରିୟ ରହିଛନ୍ତି ।	[290, 1632, 554, 1746]
zodiac-entry	[1118, 1854, 1468, 2002]
event-item: ହ୍ୟାଣ୍ଡ ଉଦ୍‌ଘାଟନ, ସ୍ଥାନ: ଇସ୍ପାତ ଜେନେରାଲ ହସ୍ପିଟାଲ, ସମୟ: ପୂର୍ବାହ୍ନ ୧୦ଟା	[433, 612, 625, 667]
event-city-heading: କେନ୍ଦୁଝର	[8, 819, 70, 849]
story-cabinet	[290, 1452, 554, 1762]
zodiac-entry	[1118, 374, 1468, 522]
event-item: ଶ୍ରୀ ଶ୍ରୀ ଠାକୁର ଅନୁକୂଳଚନ୍ଦ୍ର ସତ୍‌ସଙ୍ଗ ବିହାରରେ ପ୍ରାର୍ଥନା, ସମୟ: ସନ୍ଧ୍ୟା ୬ଟା	[223, 782, 425, 817]
event-item: ଭାଗବତ ମହାପାରାୟଣ, ସ୍ଥାନ: ଜୋନେଲ ଗାଁ, ସମୟ: ସକାଳ ୬ଟା	[868, 211, 1073, 246]
budget-body: ମୁଖ୍ୟମନ୍ତ୍ରୀ ମୋହନ ଚରଣ ମାଝୀ ଗୁରୁବାର ବିଧାନସଭାରେ ୨୦୨୪-୨୫ ବର୍ଷ ପାଇଁ ପୂର୍ଣ୍ଣାଙ୍ଗ ବଜେଟ ଉପସ୍ଥାପନ କରିବେ ।	[8, 1620, 280, 1675]
event-item: ଜିଲ୍ଲାସ୍ତରୀୟ ସ୍ୱାଧୀନତା ଦିବସ ପାଳନ ନେଇ ପ୍ରସ୍ତୁତି ବୈଠକ, ସ୍ଥାନ: ଜିଲ୍ଲା ସମ୍ମିଳନୀ କକ୍ଷ, ସମୟ: ଅପରାହ୍ନ ୪ଟା	[8, 758, 201, 813]
zodiac-prediction: ଆଜି ଲାଭଗୃହରେ ଚନ୍ଦ୍ର ହେତୁ ଆବଶ୍ୟକତା ପୂରଣ ହେବାରେ କୌଣସି ଅସୁବିଧା ରହିବନାହିଁ । ଯେକୌଣସି କ୍ଷେତ୍ରରେ ସମସ୍ୟା ଦେଖା ଦେଇପାରେ । ବନ୍ଧୁଙ୍କ ସାହାଯ୍ୟରୁ ଆର୍ଥିକ ଦୃଷ୍ଟିରୁ ଲାଭ ପାଇପାରିବେ । ପ୍ରଶାସନିକ ସେବା, କ୍ରୀଡ଼ା ଓ ଚଳଚ୍ଚିତ୍ର କ୍ଷେତ୍ରରୁ ପ୍ରଶଂସା ମିଳିବ ।	[1218, 234, 1459, 347]
yellow-dot	[299, 2316, 311, 2328]
events-bottom-rule	[8, 1030, 1100, 1032]
registration-bar	[100, 2314, 112, 2330]
issue-date: ୨୫ ଜୁଲାଇ, ୨୦୨୪	[210, 42, 357, 67]
held-document	[834, 1173, 938, 1294]
zodiac-name: କର୍କଟ	[1132, 678, 1208, 704]
event-item: ଶ୍ରୀ ଶ୍ରୀ ଦୁର୍ଗା ମନ୍ଦିର ପ୍ରାଙ୍ଗଣରେ ଭାଗବତ ପାଠ, ସମୟ: ଅପରାହ୍ନ ୪ଟା ୩୦	[8, 666, 194, 721]
event-item: ଆଦିବାସୀ ସଂସ୍କୃତି ଉତ୍ସବ, ସ୍ଥାନ: ଫୁଲବାଣୀ ଷ୍ଟାଡ଼ିୟମ, ସମୟ: ସକାଳ ୧୦ଟା	[223, 632, 406, 687]
event-item: ଚାରାରୋପଣ କାର୍ଯ୍ୟକ୍ରମ, ସ୍ଥାନ: ସରକାରୀ ପ୍ରାଥମିକ ବିଦ୍ୟାଳୟ, ବାଙ୍ଗିରିପୋଷି, ସମୟ: ସକାଳ ୮ଟା	[223, 317, 420, 372]
